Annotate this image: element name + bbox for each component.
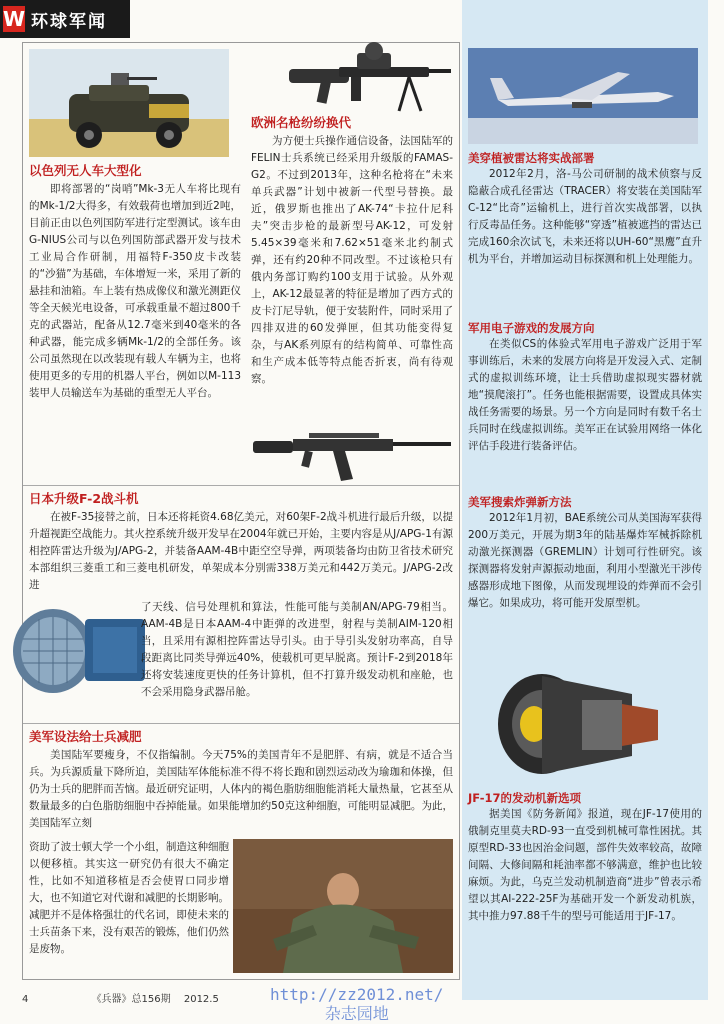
watermark-name: 杂志园地 bbox=[324, 1004, 389, 1023]
usfat-body-a: 美国陆军要瘦身，不仅指编制。今天75%的美国青年不是肥胖、有病，就是不适合当兵。为兵源质量下降所迫，美国陆军体能标准不得不将长跑和剧烈运动改为瑜珈和体操，但仍为士兵的肥胖而苦恼。最近研究证明，人体内的褐色脂肪细胞能消耗大量热量，它甚至从数量最多的白色脂肪细胞中吞掉能量。如果能增加约50克这种细胞，可能明显减肥。为此，美国陆军立刻 bbox=[29, 749, 453, 829]
europe-body: 为方便士兵操作通信设备，法国陆军的FELIN士兵系统已经采用升级版的FAMAS-G2。不过到2013年，这种名枪将在“未来单兵武器”计划中被新一代型号替换。最近，俄罗斯也推出了AK-74“卡拉什尼科夫”突击步枪的最新型号AK-12，可发射5.45×39毫米和7.62×51毫米北约制式弹，还有约20种不同改型。不过该枪只有俄内务部订购约100支用于试验。从外观上，AK-12最显著的特征是增加了西方式的皮卡汀尼导轨，便于安装附件，同时采用了四排双进的60发弹匣，但其功能变得复杂，与AK系列原有的结构简单、可靠性高和生产成本低等特点能否折衷，尚有待观察。 bbox=[251, 135, 453, 385]
europe-title: 欧洲名枪纷纷换代 bbox=[251, 115, 352, 130]
ak12-rifle-photo bbox=[249, 423, 455, 485]
tracer-title: 美穿植被雷达将实战部署 bbox=[468, 151, 595, 165]
divider-usfat bbox=[23, 723, 459, 724]
israel-title: 以色列无人车大型化 bbox=[29, 163, 142, 178]
radar-antenna-photo bbox=[9, 599, 153, 701]
games-title: 军用电子游戏的发展方向 bbox=[468, 321, 595, 335]
japan-title: 日本升级F-2战斗机 bbox=[29, 491, 139, 506]
europe-article bbox=[251, 113, 453, 433]
israel-body: 即将部署的“岗哨”Mk-3无人车将比现有的Mk-1/2大得多，有效载荷也增加到近2吨，目前正由以色列国防军进行定型测试。该车由G-NIUS公司与以色列国防部武器开发与技术工业局合作研制，用福特F-350皮卡改装的“沙猫”为基础，车体增短一米，采用了新的悬挂和油箱。车上装有热成像仪和激光测距仪等全天候光电设备，可承载重量不超过800千克的武器站，配备从12.7毫米到40毫米的各种武器，能完成多辆Mk-1/2的全部任务。该公司虽然现在以改装现有载人车辆为主，也将使用更多的专用的机器人平台，例如以M-113装甲人员输送车为基础的重型无人平台。 bbox=[29, 183, 241, 399]
masthead-title: 环球军闻 bbox=[31, 11, 107, 32]
japan-article-cont bbox=[141, 599, 453, 701]
japan-article bbox=[29, 489, 453, 594]
japan-body-b: 了天线、信号处理机和算法，性能可能与美制AN/APG-79相当。AAM-4B是日本AAM-4中距弹的改进型，射程与美制AIM-120相当，且采用有源相控阵雷达导引头。由于导引头发射功率高，自导段距离比同类导弹远40%，使载机可更早脱离。预计F-2到2018年还将安装速度更快的任务计算机，但不打算升级发动机和座舱，也不会采用隐身武器吊舱。 bbox=[141, 601, 453, 698]
mine-title: 美军搜索炸弹新方法 bbox=[468, 495, 572, 509]
ugv-photo bbox=[29, 49, 229, 157]
jf17-body: 据美国《防务新闻》报道，现在JF-17使用的俄制克里莫夫RD-93一直受到机械可靠性困扰。其原型RD-33也因治金问题，部件失效率较高，故障间隔、大修间隔和耗油率都不够满意，维护也比较麻烦。为此，乌克兰发动机制造商“进步”曾表示希望以其AI-222-25F为基础开发一个新发动机族，其中推力97.88千牛的型号可能适用于JF-17。 bbox=[468, 808, 702, 922]
mine-body: 2012年1月初，BAE系统公司从美国海军获得200万美元，开展为期3年的陆基爆炸军械拆除机动激光探测器（GREMLIN）计划可行性研究。该探测器将发射声源振动地面，利用小型激光干涉传感器形成地下图像，从而发现埋设的炸弹而不会引爆它。如果成功，将可能开发原型机。 bbox=[468, 512, 702, 609]
usfat-article bbox=[29, 727, 453, 832]
masthead bbox=[0, 0, 130, 38]
mine-article bbox=[468, 494, 702, 612]
jf17-title: JF-17的发动机新选项 bbox=[468, 791, 582, 805]
jf17-article bbox=[468, 790, 702, 925]
page-number: 4 bbox=[22, 994, 29, 1005]
left-column bbox=[22, 42, 460, 980]
divider-japan bbox=[23, 485, 459, 486]
games-article bbox=[468, 320, 702, 455]
issue-label: 《兵器》总156期 bbox=[91, 994, 171, 1005]
tracer-body: 2012年2月，洛-马公司研制的战术侦察与反隐蔽合成孔径雷达（TRACER）将安装在美国陆军C-12“比奇”运输机上，进行首次实战部署，以执行反毒品任务。这种能够“穿透”植被遮挡的雷达已完成160余次试飞，未来还将以UH-60“黑鹰”直升机为平台，并增加运动目标探测和机上处理能力。 bbox=[468, 168, 702, 265]
soldier-crawling-photo bbox=[233, 839, 453, 973]
engine-photo bbox=[482, 664, 662, 784]
right-column bbox=[462, 0, 708, 1000]
israel-article bbox=[29, 161, 241, 487]
watermark bbox=[270, 985, 443, 1023]
usfat-article-cont bbox=[29, 839, 229, 958]
felin-rifle-photo bbox=[259, 3, 455, 113]
tracer-article bbox=[468, 150, 702, 268]
japan-body-a: 在被F-35接替之前，日本还将耗资4.68亿美元，对60架F-2战斗机进行最后升级，以提升超视距空战能力。其火控系统升级开发早在2004年就已开始，主要内容是从J/APG-1有源相控阵雷达升级为J/APG-2，并装备AAM-4B中距空空导弹，两项装备均由防卫省技术研究本部组织三菱重工和三菱电机研发，单架成本分别需338万美元和442万美元。J/APG-2改进 bbox=[29, 511, 453, 591]
usfat-title: 美军设法给士兵减肥 bbox=[29, 729, 142, 744]
usfat-body-b: 资助了波士顿大学一个小组，制造这种细胞以便移植。其实这一研究仍有很大不确定性，比如不知道移植是否会使胃口同步增大，也不知道它对代谢和减肥的长期影响。减肥并不是体格强壮的代名词，即使未来的士兵苗条下来，没有艰苦的锻炼，他们仍然是废物。 bbox=[29, 841, 229, 955]
games-body: 在类似CS的体验式军用电子游戏广泛用于军事训练后，未来的发展方向将是开发浸入式、定制式的虚拟训练环境，让士兵借助虚拟现实器材就地“摸爬滚打”。任务也能根据需要，设置成具体实战任务需要的场景。另一个方向是同时有数千名士兵同时在线虚拟训练。美军正在试验用网络一体化评估手段进行装备评估。 bbox=[468, 338, 702, 452]
watermark-url[interactable]: http://zz2012.net/ bbox=[270, 985, 444, 1004]
masthead-badge: W bbox=[2, 7, 26, 31]
c12-aircraft-photo bbox=[468, 48, 698, 144]
issue-date: 2012.5 bbox=[183, 994, 219, 1005]
